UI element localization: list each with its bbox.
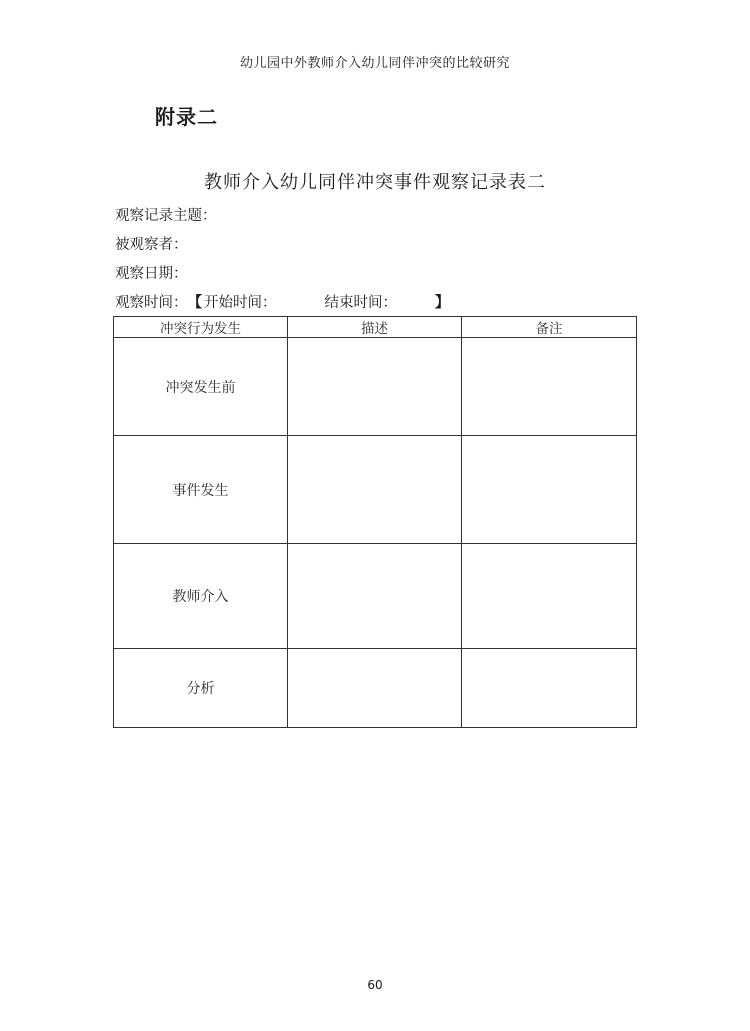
bracket-close: 】 [435, 294, 450, 311]
field-observed-label: 被观察者： [115, 237, 188, 253]
row-label: 分析 [114, 649, 288, 728]
appendix-title: 附录二 [155, 105, 218, 129]
description-cell[interactable] [288, 649, 462, 728]
field-date [115, 262, 188, 283]
table-row [114, 544, 637, 649]
row-label: 冲突发生前 [114, 338, 288, 436]
notes-cell[interactable] [462, 338, 637, 436]
field-date-label: 观察日期： [115, 266, 188, 282]
header-description: 描述 [288, 317, 462, 338]
description-cell[interactable] [288, 544, 462, 649]
field-time [115, 291, 450, 312]
observation-table [113, 316, 637, 728]
running-header: 幼儿园中外教师介入幼儿同伴冲突的比较研究 [239, 56, 510, 71]
field-observed [115, 233, 188, 254]
notes-cell[interactable] [462, 436, 637, 544]
table-row [114, 436, 637, 544]
bracket-open: 【 [187, 294, 202, 311]
end-time-label: 结束时间： [324, 295, 397, 311]
table-row [114, 649, 637, 728]
table-header-row [114, 317, 637, 338]
field-topic-label: 观察记录主题： [115, 208, 217, 224]
row-label: 事件发生 [114, 436, 288, 544]
page-number: 60 [367, 978, 383, 992]
field-topic [115, 204, 217, 225]
start-time-label: 开始时间： [204, 295, 277, 311]
description-cell[interactable] [288, 436, 462, 544]
description-cell[interactable] [288, 338, 462, 436]
field-time-label: 观察时间： [115, 295, 188, 311]
row-label: 教师介入 [114, 544, 288, 649]
table-row [114, 338, 637, 436]
header-conflict-behavior: 冲突行为发生 [114, 317, 288, 338]
header-notes: 备注 [462, 317, 637, 338]
notes-cell[interactable] [462, 544, 637, 649]
notes-cell[interactable] [462, 649, 637, 728]
form-title: 教师介入幼儿同伴冲突事件观察记录表二 [204, 172, 546, 193]
